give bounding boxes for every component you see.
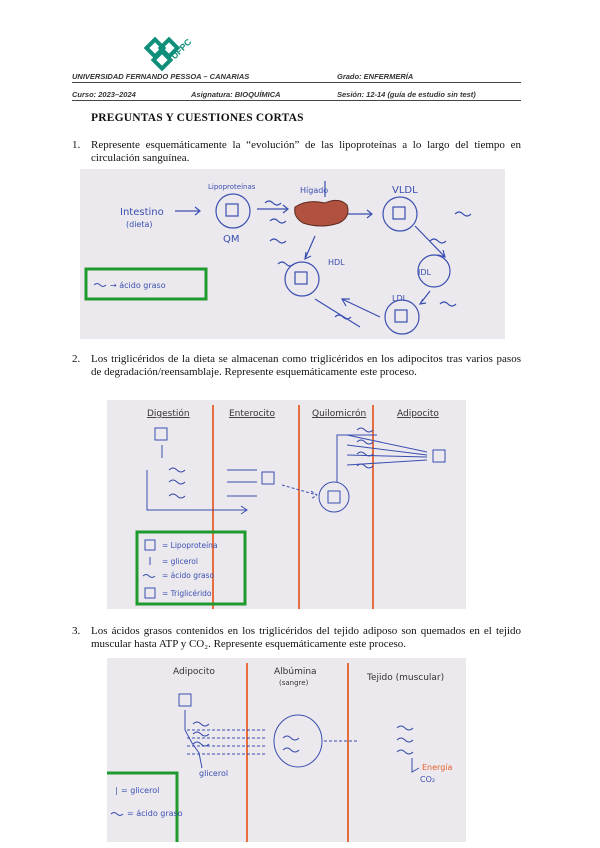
column-digestion: Digestión: [147, 409, 190, 419]
label-idl: IDL: [418, 268, 431, 277]
legend-acido-graso: = ácido graso: [162, 571, 215, 580]
figure-triglyceride-storage: [107, 400, 466, 609]
label-intestino: Intestino: [120, 207, 164, 218]
legend-glicerol: = glicerol: [162, 557, 198, 566]
legend-fatty-acid: → ácido graso: [110, 281, 166, 290]
legend-glycerol-symbol: |: [115, 786, 118, 795]
header-rule-1: [72, 82, 521, 83]
legend-acido-graso: = ácido graso: [127, 809, 183, 818]
figure-fatty-acid-oxidation: [107, 658, 466, 842]
header-degree: Grado: ENFERMERÍA: [337, 72, 414, 81]
question-2: [72, 353, 521, 379]
question-text: Represente esquemáticamente la “evolución” de las lipoproteínas a lo largo del tiempo en circulación sanguínea.: [91, 139, 521, 164]
question-text: Los triglicéridos de la dieta se almacenan como triglicéridos en los adipocitos tras varios pasos de degradación/reensamblaje. Represente esquemáticamente este proceso.: [91, 353, 521, 378]
label-co2: CO₂: [420, 775, 436, 784]
figure-lipoprotein-evolution: [80, 169, 505, 339]
question-text: Los ácidos grasos contenidos en los triglicéridos del tejido adiposo son quemados en el tejido muscular hasta ATP y CO₂. Represente esquemáticamente este proceso.: [91, 625, 521, 650]
column-tejido: Tejido (muscular): [367, 673, 445, 683]
label-intestino-sub: (dieta): [126, 220, 153, 229]
column-adipocito: Adipocito: [173, 667, 215, 677]
column-albumina-sub: (sangre): [279, 679, 309, 687]
label-energia: Energía: [422, 763, 453, 772]
column-adipocito: Adipocito: [397, 409, 439, 419]
label-hdl: HDL: [328, 258, 345, 267]
question-number: 3.: [72, 625, 81, 637]
question-1: [72, 139, 521, 165]
question-number: 2.: [72, 353, 81, 365]
column-quilomicron: Quilomicrón: [312, 409, 367, 419]
legend-trigliceridos: = Triglicérido: [162, 589, 212, 598]
column-albumina: Albúmina: [274, 667, 317, 677]
header-rule-2: [72, 100, 521, 101]
label-higado: Hígado: [300, 186, 329, 195]
question-number: 1.: [72, 139, 81, 151]
label-ldl: LDL: [392, 294, 408, 303]
header-session: Sesión: 12-14 (guía de estudio sin test): [337, 90, 476, 99]
label-qm: QM: [223, 234, 240, 245]
legend-glicerol: = glicerol: [121, 786, 160, 795]
label-vldl: VLDL: [392, 185, 418, 196]
column-enterocito: Enterocito: [229, 409, 275, 419]
logo-text: UFPC: [169, 36, 194, 62]
label-glicerol: glicerol: [199, 769, 229, 778]
header-subject: Asignatura: BIOQUÍMICA: [191, 90, 281, 99]
question-3: [72, 625, 521, 651]
header-course: Curso: 2023–2024: [72, 90, 136, 99]
page-title: PREGUNTAS Y CUESTIONES CORTAS: [91, 112, 304, 124]
label-lipoproteinas: Lipoproteínas: [208, 183, 256, 191]
header-university: UNIVERSIDAD FERNANDO PESSOA – CANARIAS: [72, 72, 250, 81]
legend-lipoproteina: = Lipoproteína: [162, 541, 218, 550]
